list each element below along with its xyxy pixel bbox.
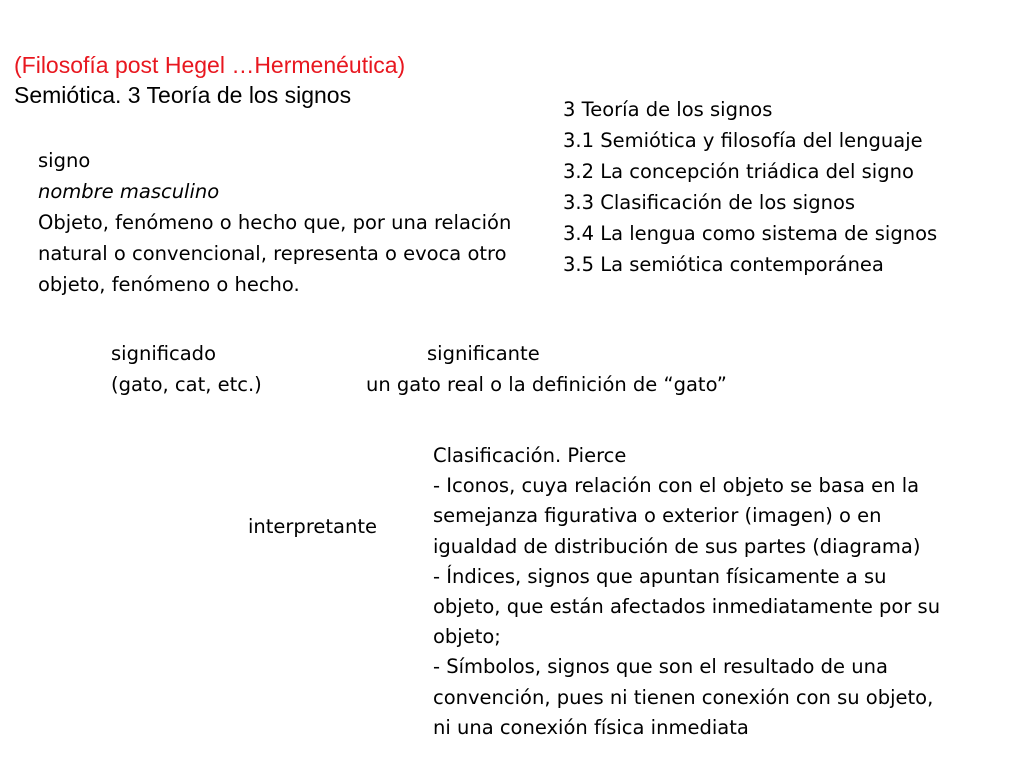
toc-item: 3.4 La lengua como sistema de signos bbox=[563, 222, 938, 245]
classification-line: ni una conexión física inmediata bbox=[433, 715, 749, 739]
definition-line: objeto, fenómeno o hecho. bbox=[38, 273, 300, 296]
significado-example: (gato, cat, etc.) bbox=[111, 373, 262, 396]
table-of-contents bbox=[563, 94, 937, 280]
toc-item: 3.5 La semiótica contemporánea bbox=[563, 253, 884, 276]
significado-label: significado bbox=[111, 342, 216, 365]
significado-block bbox=[111, 338, 262, 400]
classification-line: - Índices, signos que apuntan físicamente a su bbox=[433, 564, 887, 588]
slide-heading bbox=[14, 50, 405, 110]
toc-item: 3.3 Clasificación de los signos bbox=[563, 191, 856, 214]
classification-line: - Iconos, cuya relación con el objeto se basa en la bbox=[433, 474, 920, 498]
definition-line: natural o convencional, representa o evoca otro bbox=[38, 242, 507, 265]
significante-block bbox=[366, 338, 727, 400]
interpretante-label: interpretante bbox=[248, 515, 377, 538]
significante-label: significante bbox=[427, 342, 540, 365]
toc-item: 3.1 Semiótica y filosofía del lenguaje bbox=[563, 129, 923, 152]
sign-definition bbox=[38, 145, 511, 300]
definition-line: Objeto, fenómeno o hecho que, por una relación bbox=[38, 211, 512, 234]
classification-line: semejanza figurativa o exterior (imagen) o en bbox=[433, 504, 882, 528]
classification-line: objeto, que están afectados inmediatamente por su bbox=[433, 595, 941, 619]
classification-line: objeto; bbox=[433, 625, 501, 649]
definition-category: nombre masculino bbox=[38, 180, 220, 203]
classification-line: Clasificación. Pierce bbox=[433, 444, 627, 467]
classification-line: igualdad de distribución de sus partes (diagrama) bbox=[433, 534, 921, 558]
definition-term: signo bbox=[38, 149, 91, 172]
classification-line: convención, pues ni tienen conexión con su objeto, bbox=[433, 685, 934, 709]
toc-item: 3.2 La concepción triádica del signo bbox=[563, 160, 914, 183]
significante-example: un gato real o la definición de “gato” bbox=[366, 373, 727, 396]
heading-title: Semiótica. 3 Teoría de los signos bbox=[14, 82, 352, 108]
classification-line: - Símbolos, signos que son el resultado de una bbox=[433, 655, 888, 679]
heading-subtitle: (Filosofía post Hegel …Hermenéutica) bbox=[14, 52, 406, 78]
toc-item: 3 Teoría de los signos bbox=[563, 98, 773, 121]
pierce-classification bbox=[433, 441, 940, 743]
